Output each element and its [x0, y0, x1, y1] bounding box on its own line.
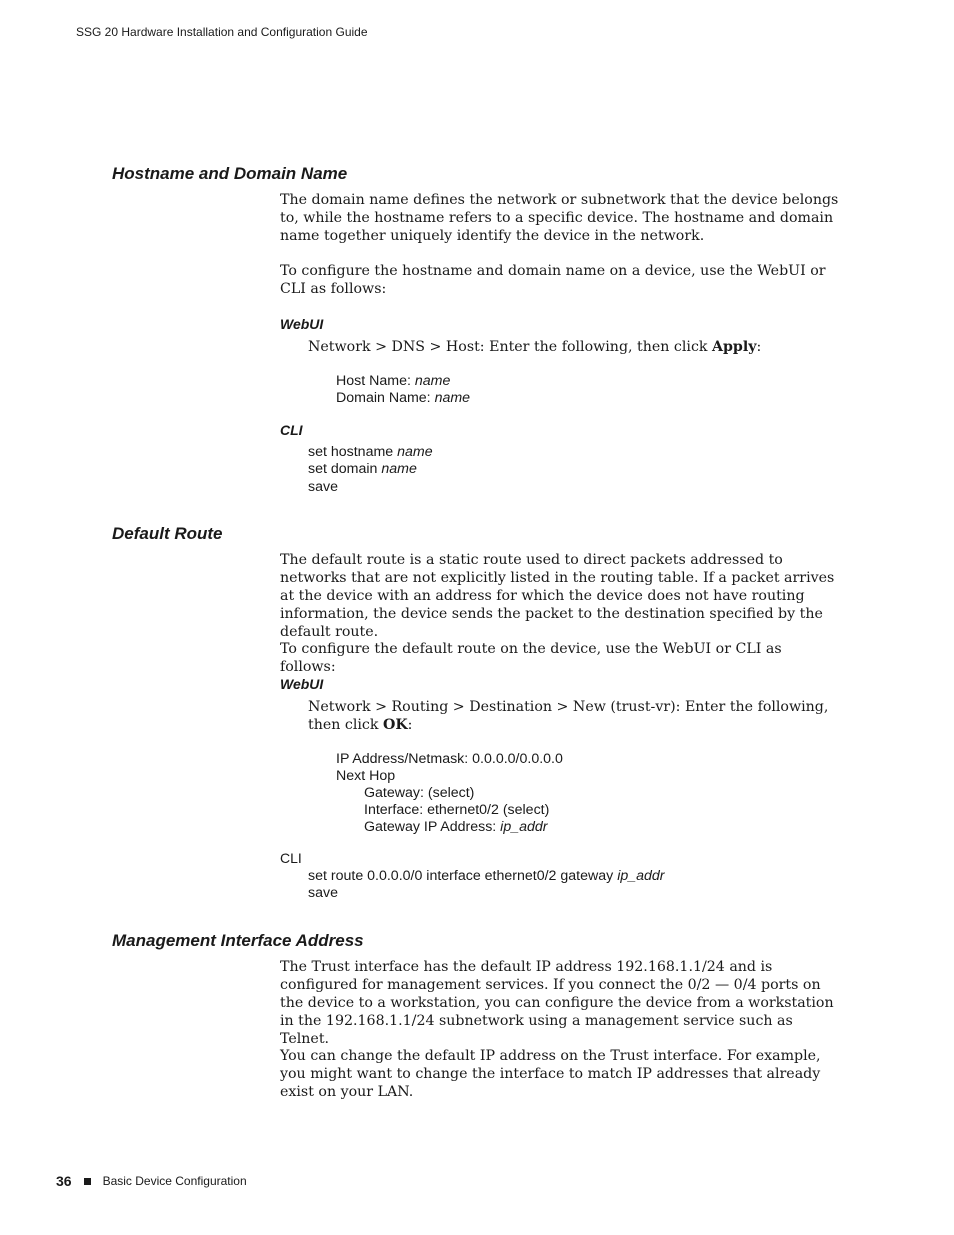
webui-label: WebUI: [280, 676, 324, 692]
webui-navigation: Network > Routing > Destination > New (trust-vr): Enter the following, then click OK:: [308, 699, 829, 733]
field-line: Host Name: name: [336, 373, 451, 389]
button-name: OK: [382, 717, 408, 733]
section-heading-management-interface: Management Interface Address: [112, 931, 364, 950]
page-number: 36: [56, 1173, 72, 1189]
square-bullet-icon: [84, 1178, 91, 1185]
cli-line: save: [308, 885, 338, 901]
field-line: Gateway IP Address: ip_addr: [364, 819, 548, 835]
button-name: Apply: [712, 339, 757, 355]
footer-section-title: Basic Device Configuration: [102, 1174, 247, 1188]
webui-navigation: Network > DNS > Host: Enter the following, then click Apply:: [308, 339, 762, 355]
running-header: SSG 20 Hardware Installation and Configuration Guide: [76, 25, 368, 39]
cli-line: set route 0.0.0.0/0 interface ethernet0/2 gateway ip_addr: [308, 868, 665, 884]
cli-label: CLI: [280, 422, 303, 438]
section-heading-hostname: Hostname and Domain Name: [112, 164, 348, 183]
field-line: Interface: ethernet0/2 (select): [364, 802, 550, 818]
cli-line: save: [308, 479, 338, 495]
paragraph: To configure the default route on the device, use the WebUI or CLI as follows:: [280, 641, 782, 675]
field-line: Next Hop: [336, 768, 396, 784]
paragraph: You can change the default IP address on the Trust interface. For example, you might want to change the interface to match IP addresses that already exist on your LAN.: [280, 1048, 821, 1100]
field-line: Domain Name: name: [336, 390, 471, 406]
paragraph: To configure the hostname and domain name on a device, use the WebUI or CLI as follows:: [280, 263, 826, 297]
section-heading-default-route: Default Route: [112, 524, 223, 543]
field-line: IP Address/Netmask: 0.0.0.0/0.0.0.0: [336, 751, 563, 767]
paragraph: The Trust interface has the default IP address 192.168.1.1/24 and is configured for management services. If you connect the 0/2 — 0/4 ports on the device to a workstation, you can configure the device from a workstation in the 192.168.1.1/24 subnetwork using a management service such as Telnet.: [280, 959, 834, 1047]
page-footer: [56, 1173, 247, 1189]
field-line: Gateway: (select): [364, 785, 475, 801]
cli-line: set domain name: [308, 461, 417, 477]
webui-label: WebUI: [280, 316, 324, 332]
cli-label: CLI: [280, 850, 302, 866]
paragraph: The domain name defines the network or subnetwork that the device belongs to, while the hostname refers to a specific device. The hostname and domain name together uniquely identify the device in the network.: [280, 192, 839, 244]
paragraph: The default route is a static route used to direct packets addressed to networks that are not explicitly listed in the routing table. If a packet arrives at the device with an address for which the device does not have routing information, the device sends the packet to the destination specified by the default route.: [280, 552, 835, 640]
cli-line: set hostname name: [308, 444, 433, 460]
